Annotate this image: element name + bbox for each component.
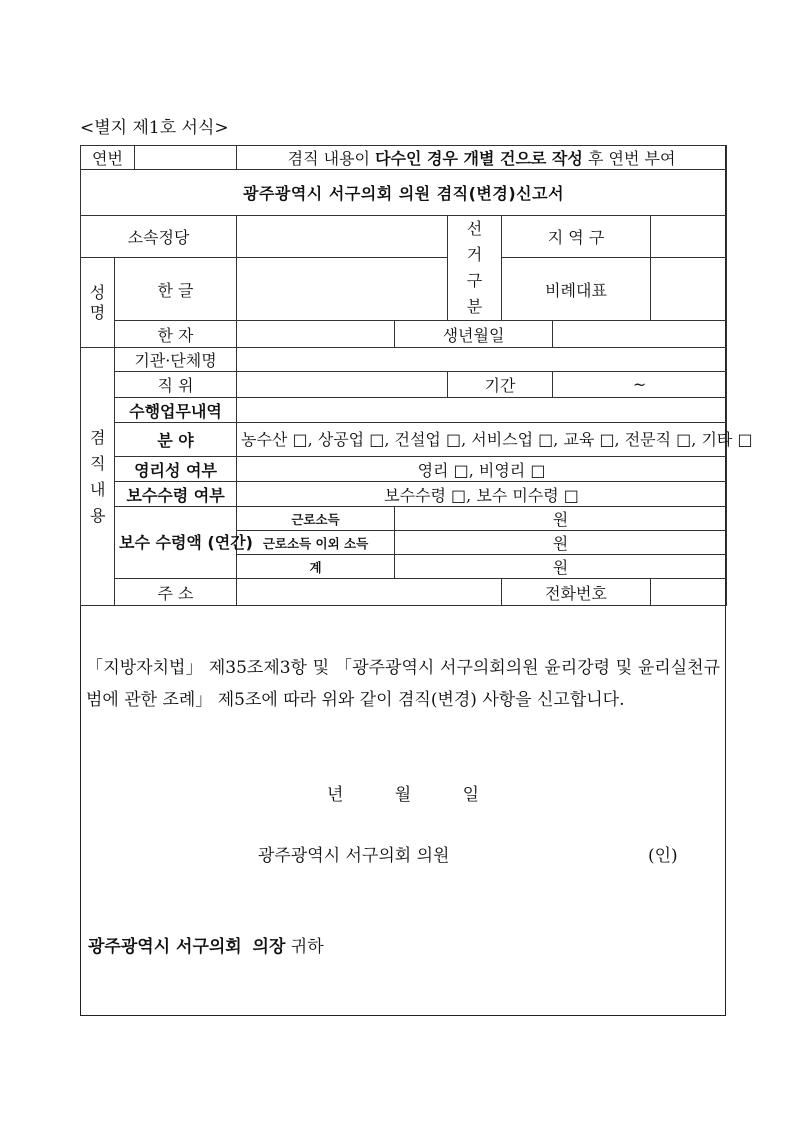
total-income-label: 계 (237, 555, 395, 579)
form-number-label: <별지 제1호 서식> (80, 118, 229, 138)
report-form-table (80, 145, 753, 606)
field-options[interactable]: 농수산 □, 상공업 □, 건설업 □, 서비스업 □, 교육 □, 전문직 □, 기타 □ (237, 423, 727, 457)
position-value[interactable] (237, 372, 448, 398)
pay-options[interactable]: 보수수령 □, 보수 미수령 □ (237, 482, 727, 507)
total-income-value[interactable]: 원 (395, 555, 727, 579)
birthdate-value[interactable] (553, 321, 727, 348)
signature-name: 광주광역시 서구의회 의원 (258, 846, 450, 866)
concurrent-section-label: 겸직내용 (81, 348, 115, 606)
signature-seal[interactable]: (인) (648, 846, 678, 866)
period-label: 기간 (448, 372, 553, 398)
district-value[interactable] (651, 216, 727, 258)
earned-income-label: 근로소득 (237, 507, 395, 531)
birthdate-label: 생년월일 (395, 321, 553, 348)
name-label: 성명 (81, 258, 115, 348)
pay-label: 보수수령 여부 (115, 482, 237, 507)
address-value[interactable] (237, 579, 502, 606)
other-income-label: 근로소득 이외 소득 (237, 531, 395, 555)
period-value[interactable]: ~ (553, 372, 727, 398)
form-title: 광주광역시 서구의회 의원 겸직(변경)신고서 (81, 170, 727, 216)
party-label: 소속정당 (81, 216, 237, 258)
serial-number-value[interactable] (135, 146, 237, 170)
profit-options[interactable]: 영리 □, 비영리 □ (237, 457, 727, 482)
date-line[interactable]: 년 월 일 (326, 785, 480, 805)
hanja-name-value[interactable] (237, 321, 395, 348)
field-label: 분 야 (115, 423, 237, 457)
serial-number-label: 연번 (81, 146, 135, 170)
earned-income-value[interactable]: 원 (395, 507, 727, 531)
declaration-text: 「지방자치법」 제35조제3항 및 「광주광역시 서구의회의원 윤리강령 및 윤리실천규범에 관한 조례」 제5조에 따라 위와 같이 겸직(변경) 사항을 신고합니다. (86, 658, 720, 710)
duties-label: 수행업무내역 (115, 398, 237, 423)
position-label: 직 위 (115, 372, 237, 398)
proportional-label: 비례대표 (502, 258, 651, 321)
election-type-label: 선거구분 (448, 216, 502, 321)
district-label: 지 역 구 (502, 216, 651, 258)
addressee: 광주광역시 서구의회 의장 귀하 (88, 937, 324, 957)
org-label: 기관·단체명 (115, 348, 237, 372)
hangul-name-value[interactable] (237, 258, 448, 321)
address-label: 주 소 (115, 579, 237, 606)
hanja-label: 한 자 (115, 321, 237, 348)
party-value[interactable] (237, 216, 448, 258)
hangul-label: 한 글 (115, 258, 237, 321)
other-income-value[interactable]: 원 (395, 531, 727, 555)
duties-value[interactable] (237, 398, 727, 423)
profit-label: 영리성 여부 (115, 457, 237, 482)
phone-value[interactable] (651, 579, 727, 606)
proportional-value[interactable] (651, 258, 727, 321)
phone-label: 전화번호 (502, 579, 651, 606)
org-value[interactable] (237, 348, 727, 372)
annual-pay-label: 보수 수령액 (연간) (115, 507, 237, 579)
serial-note: 겸직 내용이 다수인 경우 개별 건으로 작성 후 연번 부여 (237, 146, 727, 170)
